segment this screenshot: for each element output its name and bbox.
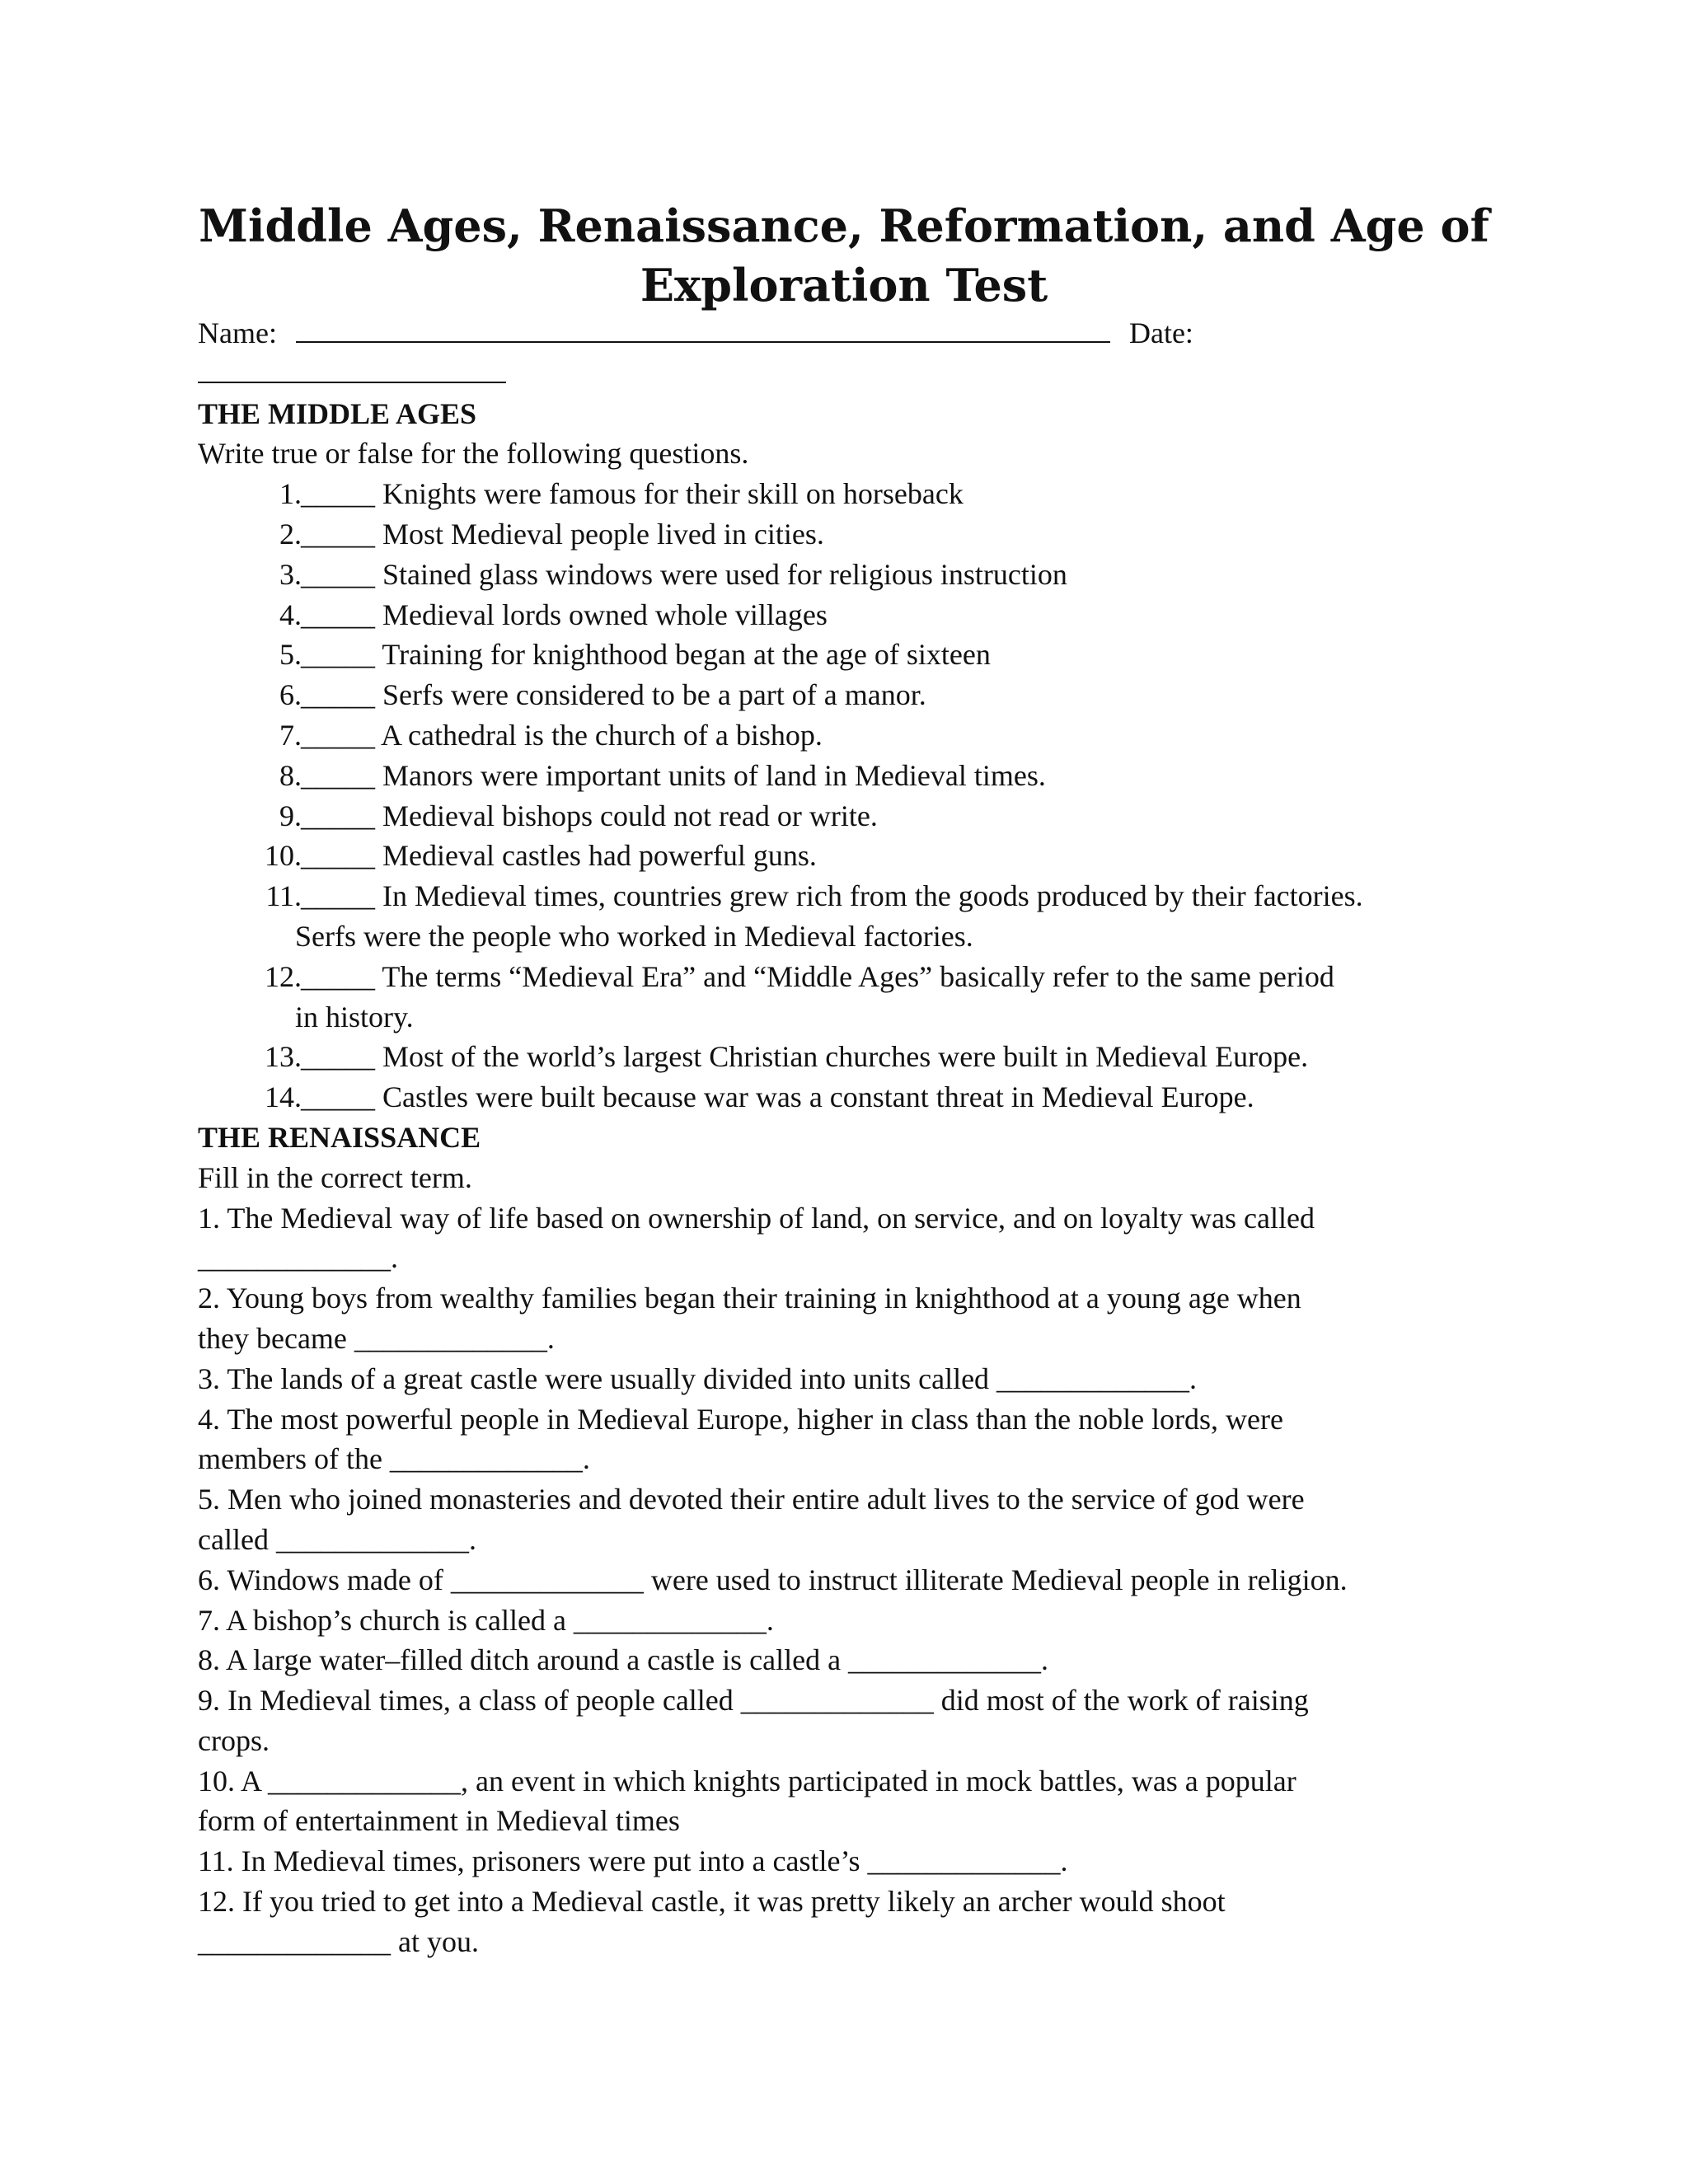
fill-in-line: 8. A large water–filled ditch around a castle is called a _____________.: [198, 1643, 1049, 1677]
instruction-renaissance: Fill in the correct term.: [198, 1160, 472, 1194]
question-continuation: in history.: [295, 1000, 414, 1033]
question-item: [198, 957, 1484, 997]
date-blank-line: [198, 354, 1484, 394]
fill-in-line: 7. A bishop’s church is called a _____________.: [198, 1603, 774, 1637]
question-number: 1.: [279, 477, 302, 511]
fill-in-line: called _____________.: [198, 1522, 476, 1556]
fill-in-line: 6. Windows made of _____________ were used to instruct illiterate Medieval people in religion.: [198, 1563, 1348, 1596]
question-item: [198, 474, 1484, 514]
question-continuation: Serfs were the people who worked in Medieval factories.: [295, 919, 973, 953]
question-item: [198, 595, 1484, 635]
question-text: _____ Medieval lords owned whole villages: [301, 598, 828, 631]
fill-in-list: [198, 1198, 1484, 1962]
question-item: [198, 796, 1484, 837]
question-text: _____ Stained glass windows were used for religious instruction: [301, 557, 1067, 591]
question-text: _____ In Medieval times, countries grew rich from the goods produced by their factories.: [301, 879, 1363, 913]
name-label: Name:: [198, 316, 277, 349]
fill-in-line: crops.: [198, 1723, 270, 1757]
question-number: 13.: [265, 1040, 302, 1074]
fill-in-line: 3. The lands of a great castle were usually divided into units called _____________.: [198, 1361, 1198, 1395]
question-number: 8.: [279, 758, 302, 792]
question-item: [198, 876, 1484, 916]
fill-in-line: _____________ at you.: [198, 1924, 479, 1958]
question-number: 11.: [265, 879, 302, 913]
question-item: [198, 756, 1484, 796]
fill-in-line: _____________.: [198, 1241, 398, 1275]
question-item: [198, 555, 1484, 595]
question-number: 14.: [265, 1080, 302, 1114]
date-label: Date:: [1128, 316, 1193, 349]
question-text: _____ Medieval castles had powerful guns.: [301, 839, 817, 873]
question-number: 4.: [279, 598, 302, 631]
question-number: 10.: [265, 839, 302, 873]
question-text: _____ Serfs were considered to be a part of a manor.: [301, 678, 926, 712]
question-number: 6.: [279, 678, 302, 712]
question-item: [198, 514, 1484, 555]
question-number: 9.: [279, 799, 302, 832]
true-false-list: [198, 474, 1484, 1118]
fill-in-line: 4. The most powerful people in Medieval Europe, higher in class than the noble lords, were: [198, 1402, 1283, 1436]
question-item: [198, 675, 1484, 715]
question-number: 3.: [279, 557, 302, 591]
section-heading-renaissance: THE RENAISSANCE: [198, 1120, 481, 1154]
question-item: [198, 635, 1484, 675]
question-item: [198, 1037, 1484, 1077]
date-blank[interactable]: [198, 354, 506, 383]
instruction-middle-ages: Write true or false for the following questions.: [198, 437, 749, 471]
question-text: _____ Training for knighthood began at the age of sixteen: [301, 638, 991, 672]
question-number: 7.: [279, 718, 302, 752]
question-item: [198, 1077, 1484, 1118]
question-text: _____ Manors were important units of land in Medieval times.: [301, 758, 1046, 792]
question-text: _____ Medieval bishops could not read or write.: [301, 799, 878, 832]
test-title: Middle Ages, Renaissance, Reformation, and Age of Exploration Test: [199, 199, 1489, 312]
question-number: 2.: [279, 517, 302, 551]
question-text: _____ Most Medieval people lived in cities.: [301, 517, 824, 551]
fill-in-line: 12. If you tried to get into a Medieval castle, it was pretty likely an archer would shoot: [198, 1885, 1226, 1919]
question-item: [198, 715, 1484, 756]
fill-in-line: 9. In Medieval times, a class of people called _____________ did most of the work of raising: [198, 1684, 1309, 1718]
fill-in-line: 1. The Medieval way of life based on ownership of land, on service, and on loyalty was called: [198, 1201, 1315, 1235]
test-body: [198, 313, 1484, 1962]
question-number: 12.: [265, 959, 302, 993]
question-text: _____ Castles were built because war was a constant threat in Medieval Europe.: [301, 1080, 1254, 1114]
question-item: [198, 836, 1484, 876]
question-text: _____ A cathedral is the church of a bishop.: [301, 718, 823, 752]
fill-in-line: 5. Men who joined monasteries and devoted their entire adult lives to the service of god were: [198, 1483, 1305, 1516]
fill-in-line: 11. In Medieval times, prisoners were put into a castle’s _____________.: [198, 1844, 1068, 1878]
fill-in-line: members of the _____________.: [198, 1442, 590, 1476]
question-text: _____ Most of the world’s largest Christian churches were built in Medieval Europe.: [301, 1040, 1309, 1074]
name-date-line: [198, 313, 1484, 354]
fill-in-line: 10. A _____________, an event in which knights participated in mock battles, was a popular: [198, 1764, 1296, 1797]
fill-in-line: form of entertainment in Medieval times: [198, 1804, 680, 1838]
fill-in-line: they became _____________.: [198, 1321, 555, 1355]
section-heading-middle-ages: THE MIDDLE AGES: [198, 396, 477, 430]
question-number: 5.: [279, 638, 302, 672]
name-blank[interactable]: [296, 313, 1110, 343]
question-text: _____ Knights were famous for their skill on horseback: [301, 477, 964, 511]
question-text: _____ The terms “Medieval Era” and “Middle Ages” basically refer to the same period: [301, 959, 1334, 993]
fill-in-line: 2. Young boys from wealthy families began their training in knighthood at a young age when: [198, 1282, 1301, 1315]
